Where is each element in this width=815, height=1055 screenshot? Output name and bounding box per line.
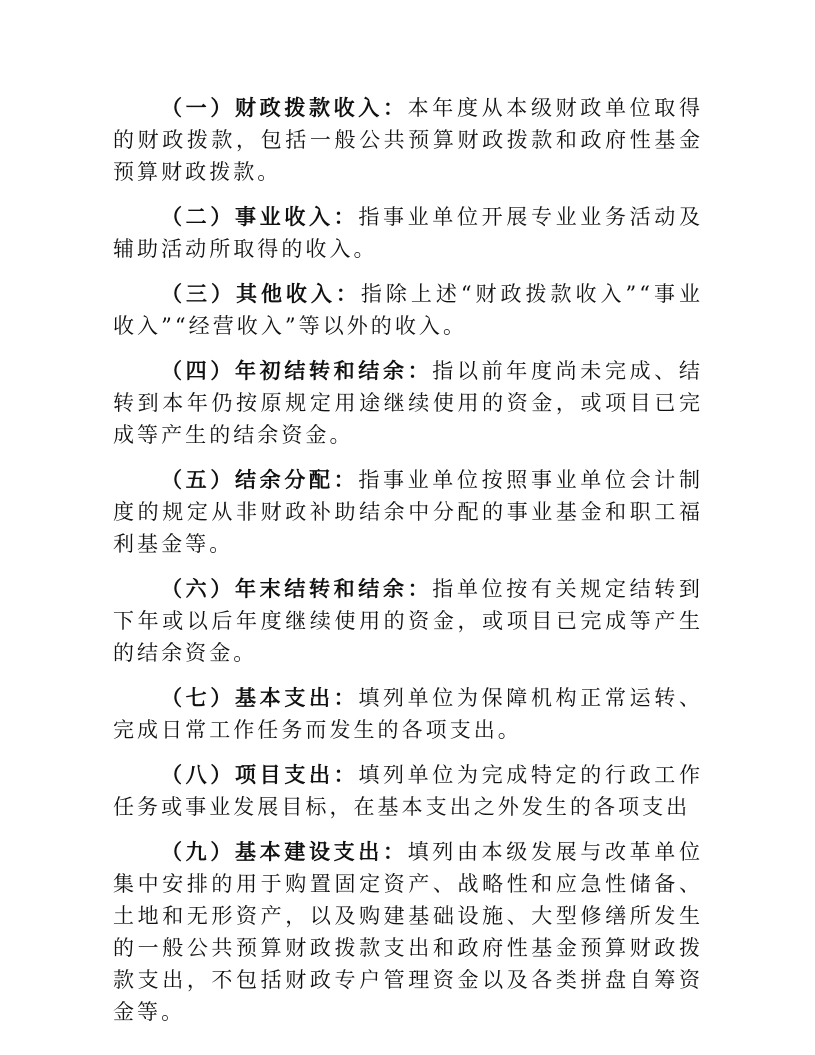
term-definition: 指事业单位开展专业业务活动及辅助活动所取得的收入。 [113,205,703,261]
term-heading: （八）项目支出： [161,763,359,787]
paragraph-year-end-carryover [113,573,703,669]
term-heading: （六）年末结转和结余： [161,577,433,601]
term-heading: （五）结余分配： [161,468,359,492]
paragraph-capital-construction-expenditure [113,836,703,1028]
term-heading: （七）基本支出： [161,686,359,710]
term-definition: 指除上述“财政拨款收入”“事业收入”“经营收入”等以外的收入。 [113,282,703,338]
term-heading: （三）其他收入： [161,282,361,306]
term-definition: 指以前年度尚未完成、结转到本年仍按原规定用途继续使用的资金，或项目已完成等产生的结余资金。 [113,359,703,447]
term-definition: 指单位按有关规定结转到下年或以后年度继续使用的资金，或项目已完成等产生的结余资金。 [113,577,703,665]
term-definition: 填列单位为完成特定的行政工作任务或事业发展目标，在基本支出之外发生的各项支出 [113,763,703,819]
term-heading: （二）事业收入： [161,205,359,229]
term-definition: 填列由本级发展与改革单位集中安排的用于购置固定资产、战略性和应急性储备、土地和无形资产，以及购建基础设施、大型修缮所发生的一般公共预算财政拨款支出和政府性基金预算财政拨款支出，不包括财政专户管理资金以及各类拼盘自筹资金等。 [113,840,703,1024]
term-definition: 填列单位为保障机构正常运转、完成日常工作任务而发生的各项支出。 [113,686,703,742]
paragraph-other-income [113,278,703,342]
document-page [113,92,703,1041]
term-definition: 指事业单位按照事业单位会计制度的规定从非财政补助结余中分配的事业基金和职工福利基金等。 [113,468,703,556]
term-heading: （四）年初结转和结余： [161,359,433,383]
term-heading: （九）基本建设支出： [161,840,408,864]
term-heading: （一）财政拨款收入： [161,96,408,120]
paragraph-project-expenditure [113,759,703,823]
paragraph-beginning-carryover [113,355,703,451]
term-definition: 本年度从本级财政单位取得的财政拨款，包括一般公共预算财政拨款和政府性基金预算财政拨款。 [113,96,703,184]
paragraph-surplus-distribution [113,464,703,560]
paragraph-fiscal-appropriation-income [113,92,703,188]
paragraph-business-income [113,201,703,265]
paragraph-basic-expenditure [113,682,703,746]
